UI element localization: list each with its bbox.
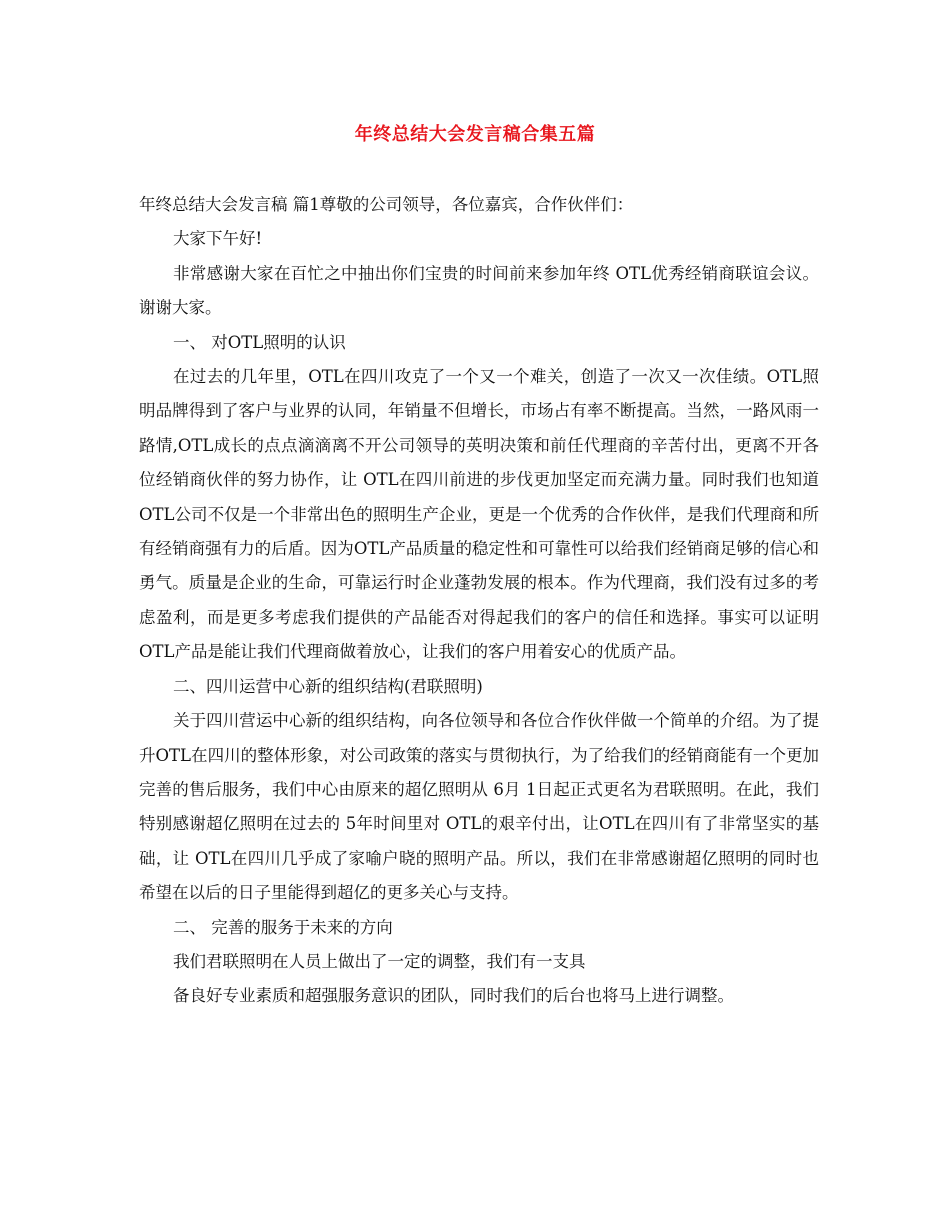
paragraph-hello: 大家下午好! xyxy=(173,229,263,249)
paragraph-section-3b: 备良好专业素质和超强服务意识的团队，同时我们的后台也将马上进行调整。 xyxy=(173,986,734,1006)
section-heading-1: 一、 对OTL照明的认识 xyxy=(173,332,346,352)
paragraph-greeting-line: 年终总结大会发言稿 篇1尊敬的公司领导，各位嘉宾，合作伙伴们： xyxy=(139,195,634,214)
paragraph-section-3a: 我们君联照明在人员上做出了一定的调整，我们有一支具 xyxy=(173,951,586,971)
paragraph-section-1: 在过去的几年里，OTL在四川攻克了一个又一个难关，创造了一次又一次佳绩。OTL照明品牌得到了客户与业界的认同，年销量不但增长，市场占有率不断提高。当然，一路风雨一路情,OTL成长的点点滴滴离不开公司领导的英明决策和前任代理商的辛苦付出，更离不开各位经销商伙伴的努力协作，让 OTL在四川前进的步伐更加坚定而充满力量。同时我们也知道 OTL公司不仅是一个非常出色的照明生产企业，更是一个优秀的合作伙伴，是我们代理商和所有经销商强有力的后盾。因为OTL产品质量的稳定性和可靠性可以给我们经销商足够的信心和勇气。质量是企业的生命，可靠运行时企业蓬勃发展的根本。作为代理商，我们没有过多的考虑盈利，而是更多考虑我们提供的产品能否对得起我们的客户的信任和选择。事实可以证明 OTL产品是能让我们代理商做着放心，让我们的客户用着安心的优质产品。 xyxy=(139,367,819,662)
paragraph-thanks: 非常感谢大家在百忙之中抽出你们宝贵的时间前来参加年终 OTL优秀经销商联谊会议。谢谢大家。 xyxy=(139,263,819,318)
document-body xyxy=(139,188,819,1014)
paragraph-section-2: 关于四川营运中心新的组织结构，向各位领导和各位合作伙伴做一个简单的介绍。为了提升OTL在四川的整体形象，对公司政策的落实与贯彻执行，为了给我们的经销商能有一个更加完善的售后服务，我们中心由原来的超亿照明从 6月 1日起正式更名为君联照明。在此，我们特别感谢超亿照明在过去的 5年时间里对 OTL的艰辛付出，让OTL在四川有了非常坚实的基础，让 OTL在四川几乎成了家喻户晓的照明产品。所以，我们在非常感谢超亿照明的同时也希望在以后的日子里能得到超亿的更多关心与支持。 xyxy=(139,711,819,903)
section-heading-2: 二、四川运营中心新的组织结构(君联照明) xyxy=(173,676,483,696)
section-heading-3: 二、 完善的服务于未来的方向 xyxy=(173,917,393,937)
document-title: 年终总结大会发言稿合集五篇 xyxy=(354,124,596,145)
